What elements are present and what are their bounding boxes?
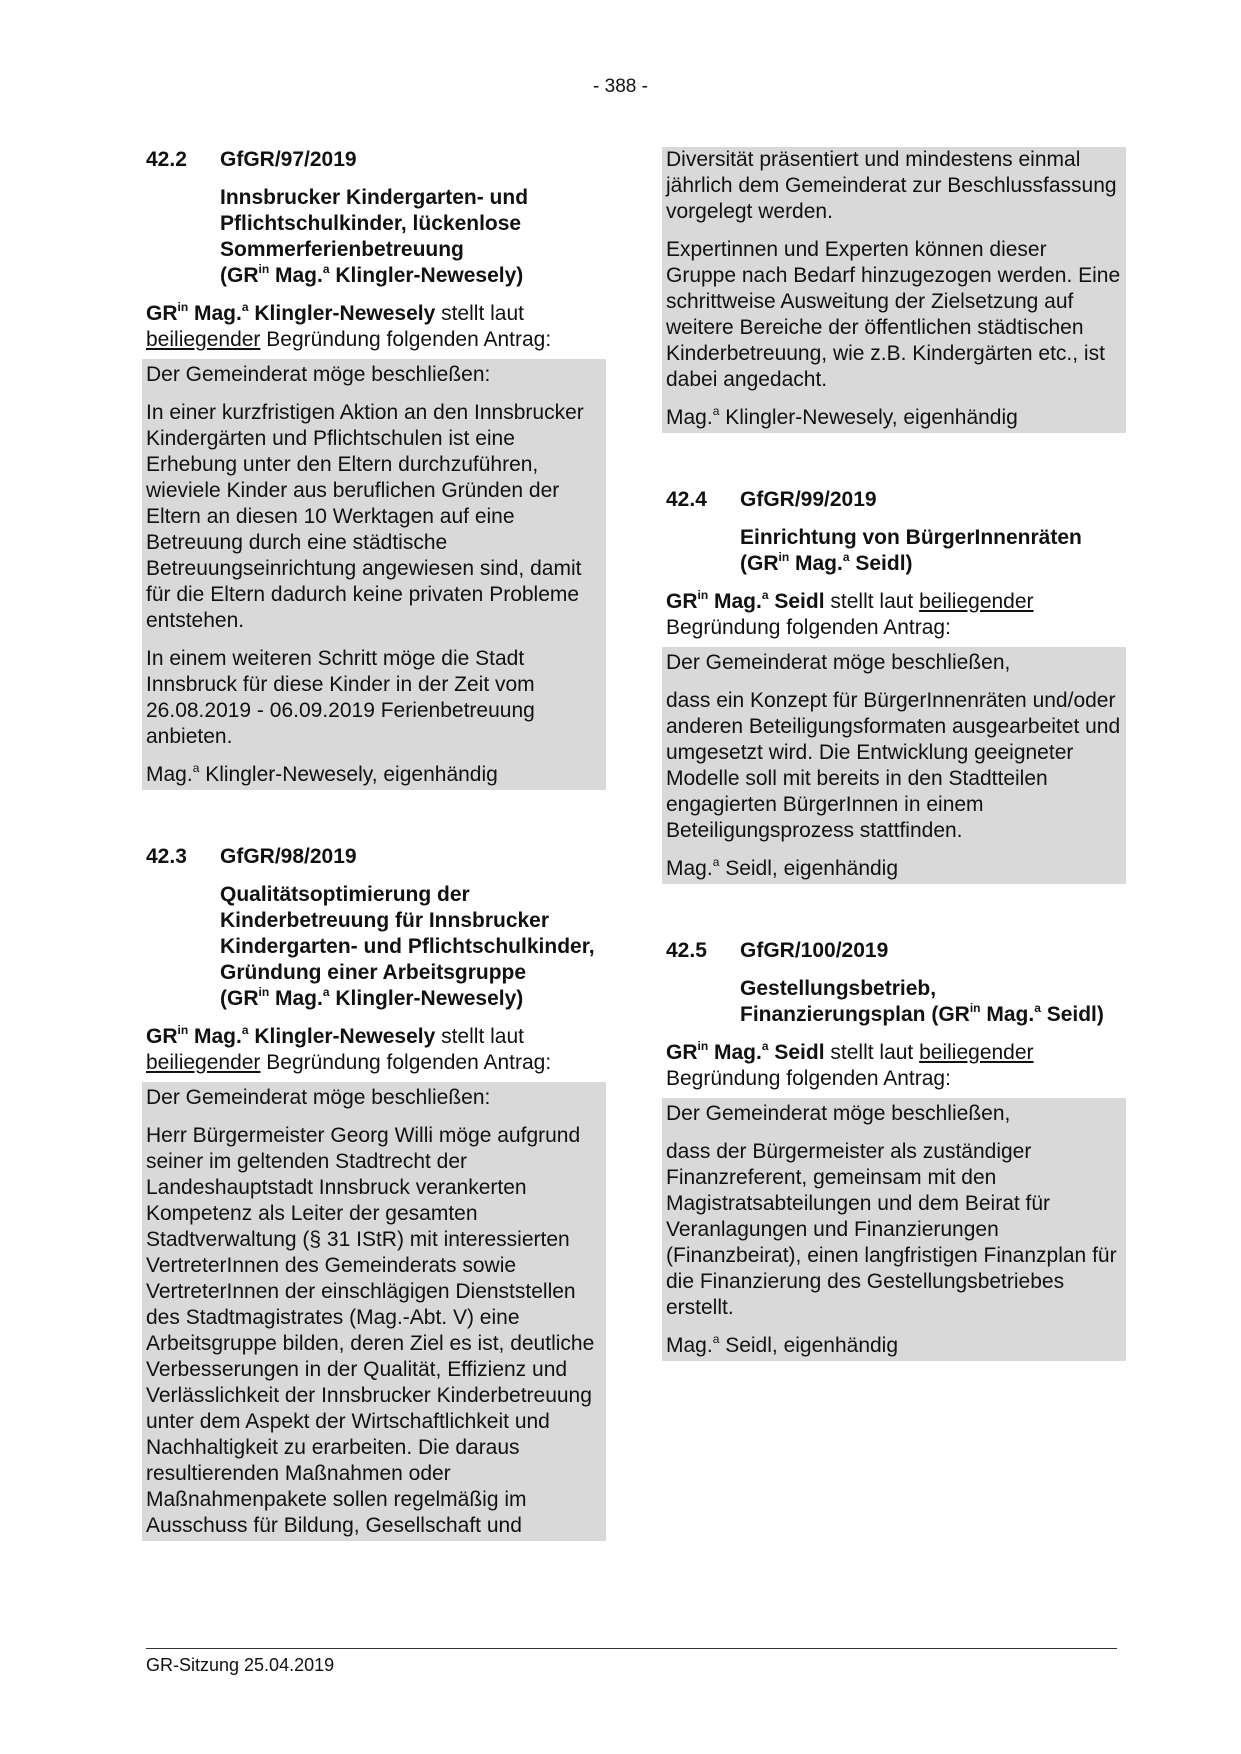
item-42-4 xyxy=(666,487,1122,884)
attachment-link: beiliegender xyxy=(146,1051,261,1074)
motion-head: Der Gemeinderat möge beschließen: xyxy=(146,1086,491,1109)
item-code: GfGR/98/2019 xyxy=(220,845,357,868)
signature: Mag.$^a$ Klingler-Newesely, eigenhändig xyxy=(666,404,1018,429)
page-number: - 388 - xyxy=(593,76,648,97)
motion-head: Der Gemeinderat möge beschließen: xyxy=(146,363,491,386)
signature: Mag.$^a$ Klingler-Newesely, eigenhändig xyxy=(146,761,498,786)
item-code: GfGR/99/2019 xyxy=(740,488,877,511)
item-title: Einrichtung von BürgerInnenräten ($GR^{in}$ Mag.$^a$ Seidl) xyxy=(740,526,1082,575)
motion-paragraph: Herr Bürgermeister Georg Willi möge aufgrund seiner im geltenden Stadtrecht der Landeshauptstadt Innsbruck verankerten Kompetenz als Leiter der gesamten Stadtverwaltung (§ 31 IStR) mit interessierten VertreterInnen des Gemeinderats sowie VertreterInnen der einschlägigen Dienststellen des Stadtmagistrates (Mag.-Abt. V) eine Arbeitsgruppe bilden, deren Ziel es ist, deutliche Verbesserungen in der Qualität, Effizienz und Verlässlichkeit der Innsbrucker Kinderbetreuung unter dem Aspekt der Wirtschaftlichkeit und Nachhaltigkeit zu erarbeiten. Die daraus resultierenden Maßnahmen oder Maßnahmenpakete sollen regelmäßig im Ausschuss für Bildung, Gesellschaft und xyxy=(146,1124,595,1537)
footer-divider xyxy=(146,1648,1117,1649)
motion-paragraph: dass ein Konzept für BürgerInnenräten und/oder anderen Beteiligungsformaten ausgearbeitet und umgesetzt wird. Die Entwicklung geeigneter Modelle soll mit bereits in den Stadtteilen engagierten BürgerInnen in einem Beteiligungsprozess stattfinden. xyxy=(666,689,1121,842)
motion-text xyxy=(142,1082,606,1541)
attachment-link: beiliegender xyxy=(919,590,1034,613)
item-number: 42.5 xyxy=(666,939,707,962)
signature: Mag.$^a$ Seidl, eigenhändig xyxy=(666,855,899,880)
item-42-3 xyxy=(146,844,602,1541)
left-column xyxy=(146,147,602,1541)
attachment-link: beiliegender xyxy=(146,328,261,351)
motion-paragraph-continued: Diversität präsentiert und mindestens einmal jährlich dem Gemeinderat zur Beschlussfassung vorgelegt werden. xyxy=(666,148,1117,223)
item-code: GfGR/100/2019 xyxy=(740,939,889,962)
motion-intro: $GR^{in}$ Mag.$^a$ Seidl stellt laut beiliegender Begründung folgenden Antrag: xyxy=(666,588,1034,639)
motion-text-continued xyxy=(662,147,1126,433)
motion-head: Der Gemeinderat möge beschließen, xyxy=(666,651,1011,674)
motion-intro: $GR^{in}$ Mag.$^a$ Klingler-Newesely stellt laut beiliegender Begründung folgenden Antrag: xyxy=(146,1023,552,1074)
motion-text xyxy=(662,1098,1126,1361)
motion-paragraph: Expertinnen und Experten können dieser Gruppe nach Bedarf hinzugezogen werden. Eine schrittweise Ausweitung der Zielsetzung auf weitere Bereiche der öffentlichen städtischen Kinderbetreuung, wie z.B. Kindergärten etc., ist dabei angedacht. xyxy=(666,238,1121,391)
item-42-5 xyxy=(666,938,1122,1361)
item-title: Qualitätsoptimierung der Kinderbetreuung für Innsbrucker Kindergarten- und Pflichtschulkinder, Gründung einer Arbeitsgruppe ($GR^{in}$ Mag.$^a$ Klingler-Newesely) xyxy=(220,883,595,1010)
motion-text xyxy=(142,359,606,790)
motion-paragraph: dass der Bürgermeister als zuständiger Finanzreferent, gemeinsam mit den Magistratsabteilungen und dem Beirat für Veranlagungen und Finanzierungen (Finanzbeirat), einen langfristigen Finanzplan für die Finanzierung des Gestellungsbetriebes erstellt. xyxy=(666,1140,1117,1319)
item-title: Innsbrucker Kindergarten- und Pflichtschulkinder, lückenlose Sommerferienbetreuung ($GR^{in}$ Mag.$^a$ Klingler-Newesely) xyxy=(220,186,529,287)
item-42-3-continued xyxy=(666,147,1122,433)
motion-intro: $GR^{in}$ Mag.$^a$ Seidl stellt laut beiliegender Begründung folgenden Antrag: xyxy=(666,1039,1034,1090)
item-code: GfGR/97/2019 xyxy=(220,148,357,171)
item-42-2 xyxy=(146,147,602,790)
motion-text xyxy=(662,647,1126,884)
motion-paragraph: In einem weiteren Schritt möge die Stadt Innsbruck für diese Kinder in der Zeit vom 26.08.2019 - 06.09.2019 Ferienbetreuung anbieten. xyxy=(146,647,535,748)
right-column xyxy=(666,147,1122,1361)
item-number: 42.2 xyxy=(146,148,187,171)
item-number: 42.3 xyxy=(146,845,187,868)
motion-paragraph: In einer kurzfristigen Aktion an den Innsbrucker Kindergärten und Pflichtschulen ist eine Erhebung unter den Eltern durchzuführen, wieviele Kinder aus beruflichen Gründen der Eltern an diesen 10 Werktagen auf eine Betreuung durch eine städtische Betreuungseinrichtung angewiesen sind, damit für die Eltern dadurch keine privaten Probleme entstehen. xyxy=(146,401,584,632)
item-title: Gestellungsbetrieb, Finanzierungsplan ($GR^{in}$ Mag.$^a$ Seidl) xyxy=(740,977,1104,1026)
attachment-link: beiliegender xyxy=(919,1041,1034,1064)
signature: Mag.$^a$ Seidl, eigenhändig xyxy=(666,1332,899,1357)
motion-intro: $GR^{in}$ Mag.$^a$ Klingler-Newesely stellt laut beiliegender Begründung folgenden Antrag: xyxy=(146,300,552,351)
motion-head: Der Gemeinderat möge beschließen, xyxy=(666,1102,1011,1125)
footer-session-date: GR-Sitzung 25.04.2019 xyxy=(146,1655,335,1675)
item-number: 42.4 xyxy=(666,488,707,511)
